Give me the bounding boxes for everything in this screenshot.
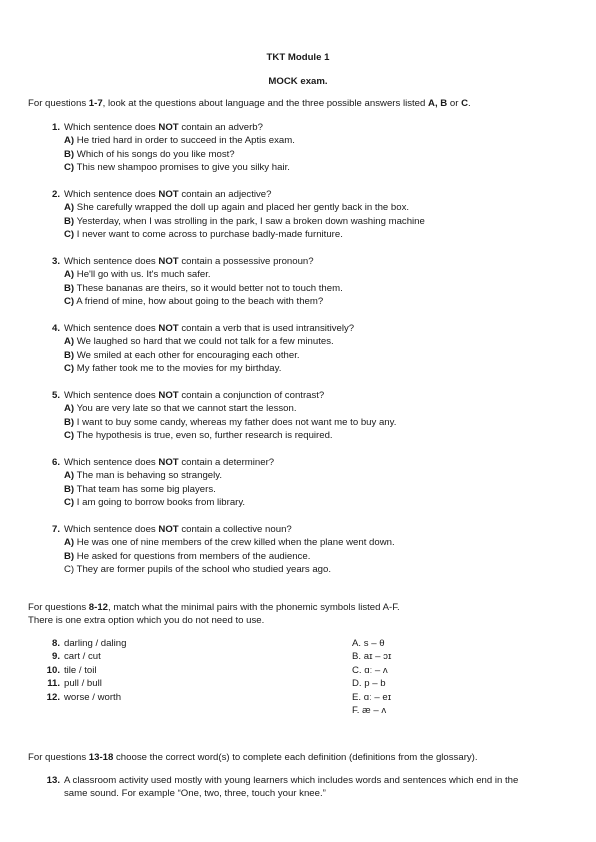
answer-option: C) My father took me to the movies for my birthday. xyxy=(64,363,282,375)
question-stem: Which sentence does NOT contain a possessive pronoun? xyxy=(64,256,314,267)
pair-item: 10. tile / toil xyxy=(46,664,97,676)
question-7 xyxy=(46,523,566,577)
question-3 xyxy=(46,255,566,309)
pair-item: 9. cart / cut xyxy=(51,651,101,663)
answer-option: A) You are very late so that we cannot start the lesson. xyxy=(64,403,297,415)
question-stem: Which sentence does NOT contain a collective noun? xyxy=(64,524,292,535)
symbol-option: E. ɑː – eɪ xyxy=(352,691,392,703)
answer-option: A) We laughed so hard that we could not talk for a few minutes. xyxy=(64,336,334,348)
question-number: 7. xyxy=(51,524,60,535)
question-stem: Which sentence does NOT contain an adjective? xyxy=(64,189,272,200)
phonemic-symbols-list xyxy=(352,637,391,717)
pair-item: 12. worse / worth xyxy=(46,691,122,703)
question-1 xyxy=(46,121,566,175)
symbol-option: B. aɪ – ɔɪ xyxy=(352,651,392,663)
question-4 xyxy=(46,322,566,376)
question-stem: Which sentence does NOT contain a verb that is used intransitively? xyxy=(64,323,355,334)
question-stem: Which sentence does NOT contain a determiner? xyxy=(64,457,275,468)
answer-option: B) He asked for questions from members of the audience. xyxy=(64,550,311,562)
question-number: 5. xyxy=(51,390,60,401)
answer-option: B) That team has some big players. xyxy=(64,483,216,495)
answer-option: B) Which of his songs do you like most? xyxy=(64,148,235,160)
answer-option: A) He was one of nine members of the crew killed when the plane went down. xyxy=(64,537,395,549)
answer-option: A) He tried hard in order to succeed in the Aptis exam. xyxy=(64,135,295,147)
question-number: 4. xyxy=(51,323,60,334)
document-title: TKT Module 1 xyxy=(266,52,330,63)
answer-option: B) I want to buy some candy, whereas my father does not want me to buy any. xyxy=(64,416,397,428)
question-number: 6. xyxy=(51,457,60,468)
section3-instructions: For questions 13-18 choose the correct word(s) to complete each definition (definitions from the glossary). xyxy=(28,752,478,763)
question-number: 2. xyxy=(51,189,60,200)
answer-option: C) The hypothesis is true, even so, further research is required. xyxy=(64,430,333,442)
answer-option: C) A friend of mine, how about going to the beach with them? xyxy=(64,296,324,308)
question-13: 13. A classroom activity used mostly with young learners which includes words and sentences which end in the same sound. For example “One, two, three, touch your knee.” xyxy=(46,775,519,800)
symbol-option: C. ɑː – ʌ xyxy=(352,664,388,676)
question-2 xyxy=(46,188,566,242)
answer-option: A) He'll go with us. It's much safer. xyxy=(64,269,211,281)
answer-option: B) Yesterday, when I was strolling in the park, I saw a broken down washing machine xyxy=(64,215,425,227)
answer-option: C) This new shampoo promises to give you silky hair. xyxy=(64,162,290,174)
symbol-option: A. s – θ xyxy=(352,638,385,649)
answer-option: C) I am going to borrow books from library. xyxy=(64,497,246,509)
answer-option: A) The man is behaving so strangely. xyxy=(64,470,223,482)
answer-option: C) They are former pupils of the school who studied years ago. xyxy=(64,564,331,576)
answer-option: B) These bananas are theirs, so it would better not to touch them. xyxy=(64,282,343,294)
minimal-pairs-list xyxy=(46,637,126,704)
section1-instructions: For questions 1-7, look at the questions about language and the three possible answers listed A, B or C. xyxy=(28,98,471,109)
pair-item: 8. darling / daling xyxy=(51,638,127,649)
question-5 xyxy=(46,389,566,443)
answer-option: C) I never want to come across to purchase badly-made furniture. xyxy=(64,229,343,241)
question-6 xyxy=(46,456,566,510)
symbol-option: D. p – b xyxy=(352,678,386,690)
answer-option: A) She carefully wrapped the doll up again and placed her gently back in the box. xyxy=(64,202,410,214)
symbol-option: F. æ – ʌ xyxy=(352,705,387,717)
pair-item: 11. pull / bull xyxy=(47,678,102,690)
document-subtitle: MOCK exam. xyxy=(268,76,328,87)
section2-instructions: For questions 8-12, match what the minimal pairs with the phonemic symbols listed A-F. There is one extra option which you do not need to use. xyxy=(28,602,400,626)
question-number: 3. xyxy=(51,256,60,267)
question-stem: Which sentence does NOT contain a conjunction of contrast? xyxy=(64,390,325,401)
answer-option: B) We smiled at each other for encouraging each other. xyxy=(64,349,300,361)
question-stem: Which sentence does NOT contain an adverb? xyxy=(64,122,263,133)
question-number: 1. xyxy=(51,122,60,133)
